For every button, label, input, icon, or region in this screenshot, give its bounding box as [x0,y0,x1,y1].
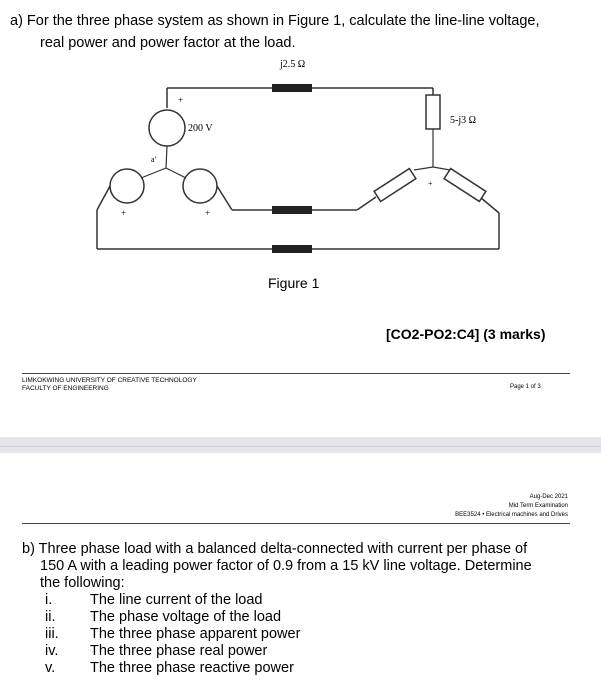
faculty-name: FACULTY OF ENGINEERING [22,385,109,392]
question-b [22,541,577,677]
list-item-number: ii. [45,609,56,625]
plus-sign-load: + [428,179,433,188]
list-item [22,609,577,626]
source-neutral-b [141,168,166,178]
header-rule [22,523,570,524]
source-phase-c [183,169,217,203]
page-number: Page 1 of 3 [510,384,541,390]
page-separator-line [0,446,601,447]
question-b-line3: the following: [40,575,125,591]
line-inductor-middle [272,206,312,214]
load-impedance-label: 5-j3 Ω [450,115,477,126]
source-voltage-label: 200 V [188,123,213,134]
question-b-line1: b) Three phase load with a balanced delta-connected with current per phase of [22,541,528,557]
list-item-number: v. [45,660,56,676]
load-impedance-a [426,95,440,129]
source-phase-b [110,169,144,203]
list-item-number: iv. [45,643,59,659]
line-inductor-top [272,84,312,92]
load-neutral-b [414,167,433,170]
exam-type: Mid Term Examination [508,503,568,509]
wire-source-b-down [97,186,110,210]
line-impedance-label: j2.5 Ω [280,59,306,70]
wire-source-c-down [217,186,232,210]
question-a-line2: real power and power factor at the load. [40,35,296,51]
question-a-line1: a) For the three phase system as shown in Figure 1, calculate the line-line voltage, [10,13,540,29]
wire-load-c [480,197,499,213]
plus-sign-a: + [178,95,184,105]
wire-load-b [357,197,376,210]
next-page-header [400,493,568,520]
figure-caption: Figure 1 [268,275,320,291]
question-b-line2: 150 A with a leading power factor of 0.9 from a 15 kV line voltage. Determine [40,558,532,574]
list-item-number: iii. [45,626,59,642]
source-neutral-c [166,168,186,178]
list-item-number: i. [45,592,53,608]
list-item-text: The three phase real power [90,643,268,659]
node-label: a' [151,155,156,164]
footer-rule [22,373,570,374]
source-neutral-a [166,146,167,168]
list-item [22,643,577,660]
list-item-text: The three phase apparent power [90,626,301,642]
load-neutral-c [433,167,450,170]
list-item-text: The line current of the load [90,592,263,608]
list-item-text: The three phase reactive power [90,660,294,676]
course-name: BEE3524 • Electrical machines and Drives [455,512,568,518]
plus-sign-c: + [205,208,211,218]
exam-session: Aug-Dec 2021 [529,494,568,500]
page-separator [0,437,601,453]
load-impedance-c [444,169,486,202]
load-impedance-b [374,169,416,202]
list-item [22,626,577,643]
list-item [22,660,577,677]
list-item [22,592,577,609]
footer-university [22,377,197,393]
list-item-text: The phase voltage of the load [90,609,282,625]
university-name: LIMKOKWING UNIVERSITY OF CREATIVE TECHNOLOGY [22,377,197,384]
plus-sign-b: + [121,208,127,218]
source-phase-a [149,110,185,146]
marks-label: [CO2-PO2:C4] (3 marks) [386,326,546,342]
circuit-diagram [0,0,601,300]
line-inductor-bottom [272,245,312,253]
